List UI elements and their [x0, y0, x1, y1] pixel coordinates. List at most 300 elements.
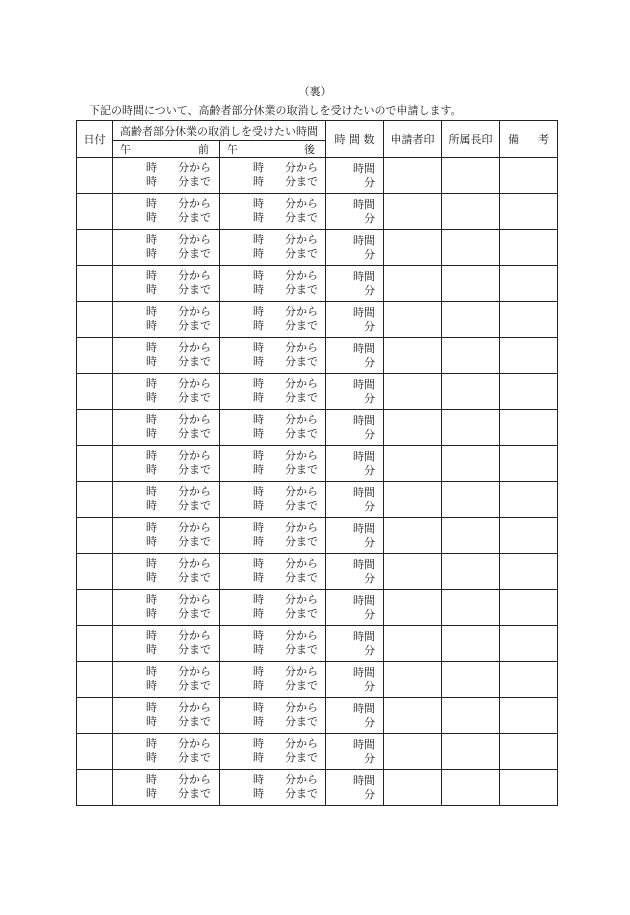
hour-label: 時 [146, 462, 157, 476]
pm-until-line [220, 427, 325, 441]
until-label: 分まで [178, 246, 211, 260]
page-label: （裏） [298, 85, 332, 98]
manager-seal-cell[interactable] [442, 698, 500, 734]
from-label: 分から [285, 160, 318, 174]
table-row [77, 158, 558, 194]
am-from-line [113, 557, 219, 571]
hour-label: 時 [146, 592, 157, 606]
hour-label: 時 [146, 282, 157, 296]
hour-label: 時 [253, 282, 264, 296]
manager-seal-cell[interactable] [442, 734, 500, 770]
am-from-line [113, 161, 219, 175]
from-label: 分から [178, 376, 211, 390]
notes-cell[interactable] [500, 194, 558, 230]
hour-label: 時 [146, 412, 157, 426]
hour-label: 時 [253, 426, 264, 440]
table-row [77, 590, 558, 626]
minutes-unit-label: 分 [364, 355, 375, 369]
am-cell[interactable] [113, 230, 220, 266]
am-until-line [113, 247, 219, 261]
notes-cell[interactable] [500, 158, 558, 194]
table-row [77, 770, 558, 806]
hour-label: 時 [253, 714, 264, 728]
pm-cell[interactable] [220, 770, 326, 806]
hour-label: 時 [146, 570, 157, 584]
pm-slot [220, 305, 325, 335]
date-cell[interactable] [77, 734, 113, 770]
pm-from-line [220, 305, 325, 319]
date-cell[interactable] [77, 482, 113, 518]
pm-cell[interactable] [220, 302, 326, 338]
from-label: 分から [178, 556, 211, 570]
pm-cell[interactable] [220, 158, 326, 194]
hours-cell[interactable] [326, 734, 384, 770]
applicant-seal-cell[interactable] [384, 194, 442, 230]
table-row [77, 302, 558, 338]
pm-slot [220, 161, 325, 191]
manager-seal-cell[interactable] [442, 590, 500, 626]
date-cell[interactable] [77, 338, 113, 374]
date-cell[interactable] [77, 446, 113, 482]
hours-cell[interactable] [326, 158, 384, 194]
pm-slot [220, 377, 325, 407]
am-cell[interactable] [113, 266, 220, 302]
pm-from-line [220, 233, 325, 247]
until-label: 分まで [178, 570, 211, 584]
applicant-seal-cell[interactable] [384, 374, 442, 410]
hour-label: 時 [253, 664, 264, 678]
hour-label: 時 [146, 498, 157, 512]
am-from-line [113, 413, 219, 427]
hour-label: 時 [253, 304, 264, 318]
hour-label: 時 [146, 628, 157, 642]
pm-cell[interactable] [220, 590, 326, 626]
am-cell[interactable] [113, 518, 220, 554]
manager-seal-cell[interactable] [442, 194, 500, 230]
am-from-line [113, 233, 219, 247]
pm-until-line [220, 679, 325, 693]
header-notes [500, 121, 558, 158]
date-cell[interactable] [77, 770, 113, 806]
am-from-line [113, 341, 219, 355]
am-cell[interactable] [113, 338, 220, 374]
notes-cell[interactable] [500, 446, 558, 482]
hour-label: 時 [253, 628, 264, 642]
am-until-line [113, 211, 219, 225]
hours-unit-label: 時間 [353, 197, 375, 211]
hours-cell[interactable] [326, 626, 384, 662]
am-cell[interactable] [113, 662, 220, 698]
applicant-seal-cell[interactable] [384, 662, 442, 698]
manager-seal-cell[interactable] [442, 266, 500, 302]
am-from-line [113, 521, 219, 535]
manager-seal-cell[interactable] [442, 374, 500, 410]
am-slot [113, 161, 219, 191]
until-label: 分まで [285, 282, 318, 296]
pm-slot [220, 197, 325, 227]
date-cell[interactable] [77, 590, 113, 626]
hour-label: 時 [146, 304, 157, 318]
pm-from-line [220, 557, 325, 571]
pm-cell[interactable] [220, 626, 326, 662]
until-label: 分まで [178, 462, 211, 476]
hour-label: 時 [146, 786, 157, 800]
am-cell[interactable] [113, 770, 220, 806]
hour-label: 時 [253, 318, 264, 332]
pm-from-line [220, 161, 325, 175]
notes-cell[interactable] [500, 266, 558, 302]
manager-seal-cell[interactable] [442, 446, 500, 482]
pm-slot [220, 593, 325, 623]
am-cell[interactable] [113, 590, 220, 626]
am-until-line [113, 643, 219, 657]
from-label: 分から [285, 268, 318, 282]
pm-cell[interactable] [220, 734, 326, 770]
pm-cell[interactable] [220, 554, 326, 590]
date-cell[interactable] [77, 410, 113, 446]
pm-until-line [220, 463, 325, 477]
until-label: 分まで [178, 174, 211, 188]
hours-unit-label: 時間 [353, 377, 375, 391]
date-cell[interactable] [77, 230, 113, 266]
applicant-seal-cell[interactable] [384, 698, 442, 734]
applicant-seal-cell[interactable] [384, 734, 442, 770]
hours-unit-label: 時間 [353, 161, 375, 175]
hour-label: 時 [146, 174, 157, 188]
from-label: 分から [285, 196, 318, 210]
until-label: 分まで [178, 282, 211, 296]
hour-label: 時 [253, 556, 264, 570]
until-label: 分まで [285, 318, 318, 332]
until-label: 分まで [178, 786, 211, 800]
hours-cell[interactable] [326, 266, 384, 302]
pm-slot [220, 665, 325, 695]
minutes-unit-label: 分 [364, 607, 375, 621]
am-cell[interactable] [113, 482, 220, 518]
am-cell[interactable] [113, 554, 220, 590]
from-label: 分から [285, 448, 318, 462]
hour-label: 時 [253, 412, 264, 426]
hour-label: 時 [146, 426, 157, 440]
hour-label: 時 [146, 750, 157, 764]
pm-slot [220, 557, 325, 587]
applicant-seal-cell[interactable] [384, 590, 442, 626]
pm-from-line [220, 449, 325, 463]
hours-cell[interactable] [326, 518, 384, 554]
manager-seal-cell[interactable] [442, 230, 500, 266]
am-cell[interactable] [113, 410, 220, 446]
applicant-seal-cell[interactable] [384, 482, 442, 518]
hour-label: 時 [253, 376, 264, 390]
until-label: 分まで [178, 678, 211, 692]
notes-cell[interactable] [500, 410, 558, 446]
am-slot [113, 377, 219, 407]
notes-cell[interactable] [500, 302, 558, 338]
date-cell[interactable] [77, 194, 113, 230]
date-cell[interactable] [77, 698, 113, 734]
pm-from-line [220, 665, 325, 679]
hour-label: 時 [253, 340, 264, 354]
pm-cell[interactable] [220, 482, 326, 518]
hour-label: 時 [253, 786, 264, 800]
hours-cell[interactable] [326, 590, 384, 626]
hours-cell[interactable] [326, 338, 384, 374]
am-until-line [113, 319, 219, 333]
am-slot [113, 413, 219, 443]
manager-seal-cell[interactable] [442, 626, 500, 662]
applicant-seal-cell[interactable] [384, 338, 442, 374]
header-am-right: 前 [198, 143, 209, 156]
applicant-seal-cell[interactable] [384, 626, 442, 662]
pm-cell[interactable] [220, 230, 326, 266]
hour-label: 時 [146, 484, 157, 498]
manager-seal-cell[interactable] [442, 518, 500, 554]
from-label: 分から [178, 160, 211, 174]
applicant-seal-cell[interactable] [384, 302, 442, 338]
hour-label: 時 [146, 354, 157, 368]
pm-cell[interactable] [220, 374, 326, 410]
hours-cell[interactable] [326, 230, 384, 266]
from-label: 分から [178, 268, 211, 282]
notes-cell[interactable] [500, 482, 558, 518]
manager-seal-cell[interactable] [442, 482, 500, 518]
until-label: 分まで [285, 534, 318, 548]
from-label: 分から [285, 628, 318, 642]
am-slot [113, 521, 219, 551]
applicant-seal-cell[interactable] [384, 770, 442, 806]
hours-unit-label: 時間 [353, 521, 375, 535]
am-cell[interactable] [113, 158, 220, 194]
date-cell[interactable] [77, 158, 113, 194]
notes-cell[interactable] [500, 518, 558, 554]
hours-cell[interactable] [326, 770, 384, 806]
am-slot [113, 557, 219, 587]
am-until-line [113, 283, 219, 297]
am-from-line [113, 773, 219, 787]
pm-from-line [220, 341, 325, 355]
notes-cell[interactable] [500, 734, 558, 770]
table-row [77, 482, 558, 518]
minutes-unit-label: 分 [364, 535, 375, 549]
header-am-left: 午 [120, 143, 131, 156]
hour-label: 時 [253, 354, 264, 368]
minutes-unit-label: 分 [364, 679, 375, 693]
header-am [113, 141, 220, 158]
am-until-line [113, 607, 219, 621]
am-slot [113, 737, 219, 767]
table-row [77, 554, 558, 590]
notes-cell[interactable] [500, 338, 558, 374]
am-cell[interactable] [113, 698, 220, 734]
am-from-line [113, 737, 219, 751]
pm-from-line [220, 593, 325, 607]
am-cell[interactable] [113, 302, 220, 338]
header-date: 日付 [77, 121, 113, 158]
minutes-unit-label: 分 [364, 247, 375, 261]
intro-text: 下記の時間について、高齢者部分休業の取消しを受けたいので申請します。 [89, 104, 462, 117]
header-applicant-seal: 申請者印 [384, 121, 442, 158]
hour-label: 時 [146, 160, 157, 174]
until-label: 分まで [178, 318, 211, 332]
date-cell[interactable] [77, 518, 113, 554]
manager-seal-cell[interactable] [442, 662, 500, 698]
hours-cell[interactable] [326, 482, 384, 518]
from-label: 分から [285, 700, 318, 714]
until-label: 分まで [178, 534, 211, 548]
table-row [77, 266, 558, 302]
table-row [77, 662, 558, 698]
hour-label: 時 [253, 174, 264, 188]
manager-seal-cell[interactable] [442, 770, 500, 806]
table-row [77, 446, 558, 482]
date-cell[interactable] [77, 302, 113, 338]
request-form-table [76, 120, 558, 806]
pm-slot [220, 629, 325, 659]
hour-label: 時 [253, 570, 264, 584]
manager-seal-cell[interactable] [442, 158, 500, 194]
hours-cell[interactable] [326, 410, 384, 446]
applicant-seal-cell[interactable] [384, 158, 442, 194]
am-slot [113, 233, 219, 263]
minutes-unit-label: 分 [364, 211, 375, 225]
notes-cell[interactable] [500, 230, 558, 266]
pm-slot [220, 269, 325, 299]
hour-label: 時 [146, 534, 157, 548]
pm-cell[interactable] [220, 266, 326, 302]
hour-label: 時 [253, 736, 264, 750]
header-pm-right: 後 [304, 143, 315, 156]
pm-cell[interactable] [220, 410, 326, 446]
hour-label: 時 [253, 498, 264, 512]
notes-cell[interactable] [500, 698, 558, 734]
until-label: 分まで [285, 642, 318, 656]
from-label: 分から [178, 196, 211, 210]
applicant-seal-cell[interactable] [384, 266, 442, 302]
am-cell[interactable] [113, 626, 220, 662]
applicant-seal-cell[interactable] [384, 446, 442, 482]
hour-label: 時 [253, 160, 264, 174]
hour-label: 時 [253, 462, 264, 476]
pm-cell[interactable] [220, 446, 326, 482]
pm-until-line [220, 535, 325, 549]
manager-seal-cell[interactable] [442, 410, 500, 446]
date-cell[interactable] [77, 374, 113, 410]
hour-label: 時 [146, 340, 157, 354]
header-hours: 時 間 数 [326, 121, 384, 158]
date-cell[interactable] [77, 554, 113, 590]
notes-cell[interactable] [500, 590, 558, 626]
hour-label: 時 [146, 390, 157, 404]
from-label: 分から [285, 412, 318, 426]
hours-cell[interactable] [326, 302, 384, 338]
from-label: 分から [285, 232, 318, 246]
table-row [77, 374, 558, 410]
hours-unit-label: 時間 [353, 665, 375, 679]
pm-from-line [220, 737, 325, 751]
am-slot [113, 485, 219, 515]
hour-label: 時 [253, 678, 264, 692]
am-slot [113, 593, 219, 623]
hour-label: 時 [146, 520, 157, 534]
date-cell[interactable] [77, 626, 113, 662]
hours-cell[interactable] [326, 374, 384, 410]
pm-until-line [220, 319, 325, 333]
am-cell[interactable] [113, 374, 220, 410]
applicant-seal-cell[interactable] [384, 554, 442, 590]
table-row [77, 698, 558, 734]
am-cell[interactable] [113, 446, 220, 482]
hour-label: 時 [146, 196, 157, 210]
from-label: 分から [178, 484, 211, 498]
pm-cell[interactable] [220, 662, 326, 698]
pm-cell[interactable] [220, 518, 326, 554]
notes-cell[interactable] [500, 770, 558, 806]
until-label: 分まで [285, 678, 318, 692]
pm-cell[interactable] [220, 698, 326, 734]
date-cell[interactable] [77, 662, 113, 698]
from-label: 分から [178, 664, 211, 678]
pm-until-line [220, 211, 325, 225]
from-label: 分から [178, 700, 211, 714]
hours-cell[interactable] [326, 554, 384, 590]
hours-cell[interactable] [326, 194, 384, 230]
pm-cell[interactable] [220, 338, 326, 374]
pm-cell[interactable] [220, 194, 326, 230]
pm-from-line [220, 521, 325, 535]
applicant-seal-cell[interactable] [384, 518, 442, 554]
manager-seal-cell[interactable] [442, 338, 500, 374]
hour-label: 時 [253, 232, 264, 246]
hours-cell[interactable] [326, 446, 384, 482]
am-until-line [113, 571, 219, 585]
notes-cell[interactable] [500, 554, 558, 590]
hour-label: 時 [253, 210, 264, 224]
hour-label: 時 [146, 246, 157, 260]
hours-unit-label: 時間 [353, 629, 375, 643]
minutes-unit-label: 分 [364, 283, 375, 297]
until-label: 分まで [178, 750, 211, 764]
notes-cell[interactable] [500, 662, 558, 698]
until-label: 分まで [285, 246, 318, 260]
minutes-unit-label: 分 [364, 643, 375, 657]
am-cell[interactable] [113, 734, 220, 770]
manager-seal-cell[interactable] [442, 302, 500, 338]
manager-seal-cell[interactable] [442, 554, 500, 590]
header-manager-seal: 所属長印 [442, 121, 500, 158]
hours-cell[interactable] [326, 698, 384, 734]
hours-cell[interactable] [326, 662, 384, 698]
hours-unit-label: 時間 [353, 413, 375, 427]
pm-from-line [220, 377, 325, 391]
hours-unit-label: 時間 [353, 233, 375, 247]
until-label: 分まで [178, 714, 211, 728]
pm-until-line [220, 607, 325, 621]
hour-label: 時 [146, 232, 157, 246]
minutes-unit-label: 分 [364, 571, 375, 585]
notes-cell[interactable] [500, 626, 558, 662]
date-cell[interactable] [77, 266, 113, 302]
hour-label: 時 [146, 642, 157, 656]
applicant-seal-cell[interactable] [384, 410, 442, 446]
notes-cell[interactable] [500, 374, 558, 410]
table-row [77, 338, 558, 374]
minutes-unit-label: 分 [364, 787, 375, 801]
pm-slot [220, 701, 325, 731]
applicant-seal-cell[interactable] [384, 230, 442, 266]
am-slot [113, 449, 219, 479]
pm-from-line [220, 197, 325, 211]
am-cell[interactable] [113, 194, 220, 230]
